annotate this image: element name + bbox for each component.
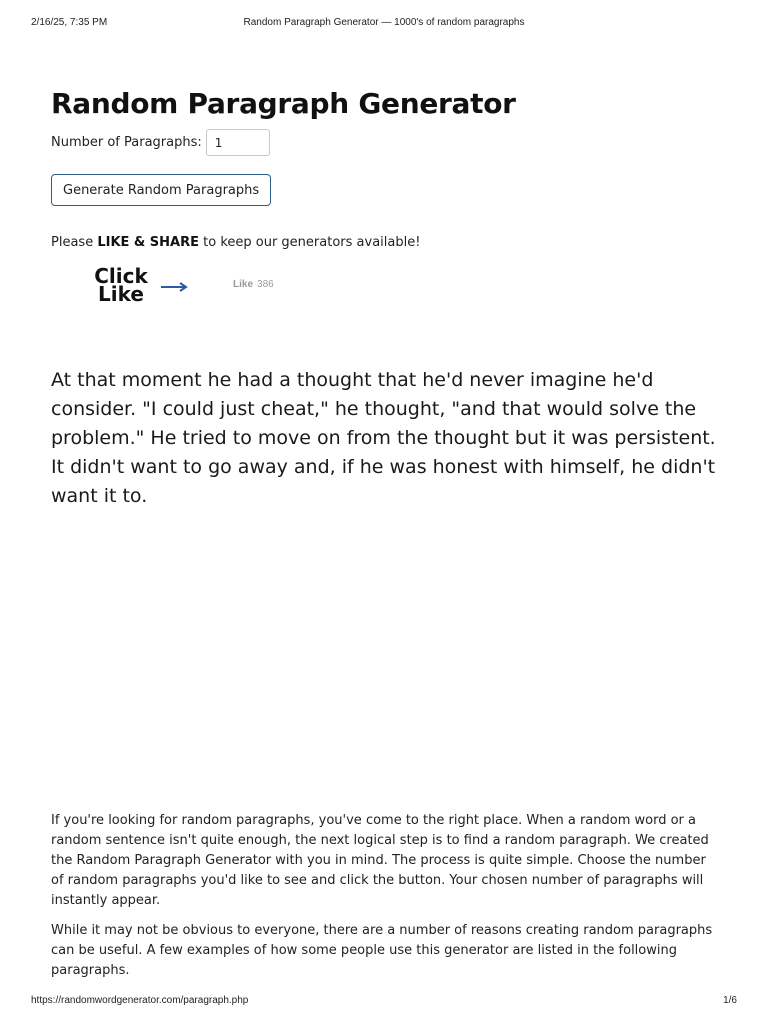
paragraph-count-label: Number of Paragraphs: bbox=[51, 135, 202, 150]
page-title: Random Paragraph Generator bbox=[51, 87, 516, 120]
share-suffix: to keep our generators available! bbox=[199, 235, 421, 250]
info-paragraph: While it may not be obvious to everyone, there are a number of reasons creating random paragraphs can be useful. A few examples of how some people use this generator are listed in the following paragraphs. bbox=[51, 923, 713, 978]
print-footer bbox=[31, 995, 737, 1009]
print-datetime: 2/16/25, 7:35 PM bbox=[31, 17, 108, 28]
print-page-indicator: 1/6 bbox=[723, 995, 737, 1006]
click-like-line1: Click bbox=[94, 264, 148, 288]
info-paragraph: If you're looking for random paragraphs, you've come to the right place. When a random word or a random sentence isn't quite enough, the next logical step is to find a random paragraph. We created the Random Paragraph Generator with you in mind. The process is quite simple. Choose the number of random paragraphs you'd like to see and click the button. Your chosen number of paragraphs will instantly appear. bbox=[51, 813, 709, 908]
paragraph-count-input[interactable] bbox=[206, 129, 270, 156]
info-section bbox=[51, 811, 721, 991]
share-prefix: Please bbox=[51, 235, 98, 250]
like-count: 386 bbox=[257, 279, 274, 290]
generated-paragraph: At that moment he had a thought that he'd never imagine he'd consider. "I could just cheat," he thought, "and that would solve the problem." He tried to move on from the thought but it was persistent. It didn't want to go away and, if he was honest with himself, he didn't want it to. bbox=[51, 369, 716, 507]
print-url: https://randomwordgenerator.com/paragraph.php bbox=[31, 995, 249, 1006]
share-message bbox=[51, 235, 731, 251]
like-label: Like bbox=[233, 279, 254, 290]
main-content bbox=[51, 84, 731, 313]
share-emphasis: LIKE & SHARE bbox=[97, 235, 199, 250]
arrow-right-icon bbox=[161, 282, 189, 292]
like-area bbox=[51, 265, 731, 313]
click-like-text bbox=[91, 264, 151, 306]
paragraph-count-row bbox=[51, 129, 731, 156]
generate-paragraphs-button[interactable]: Generate Random Paragraphs bbox=[51, 174, 271, 206]
print-page-title: Random Paragraph Generator — 1000's of random paragraphs bbox=[243, 17, 525, 28]
print-header bbox=[31, 17, 737, 31]
click-like-line2: Like bbox=[98, 282, 144, 306]
facebook-like-button[interactable] bbox=[233, 279, 274, 290]
